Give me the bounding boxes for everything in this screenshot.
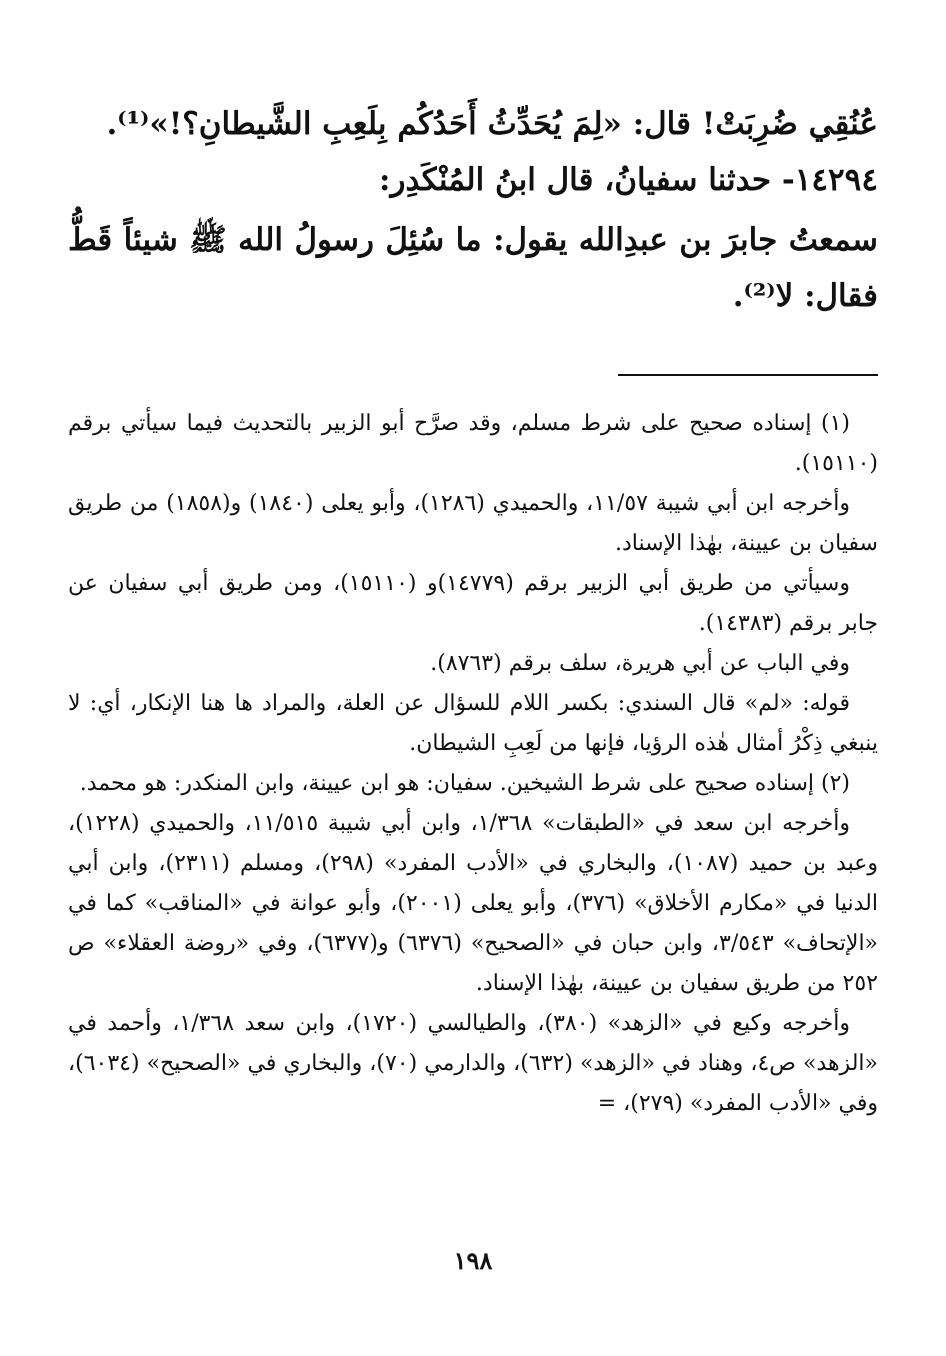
footnote-paragraph: وسيأتي من طريق أبي الزبير برقم (١٤٧٧٩)و (١٥١١٠)، ومن طريق أبي سفيان عن جابر برقم (١٤٣٨٣). bbox=[68, 571, 878, 636]
footnote-paragraph: وأخرجه ابن أبي شيبة ١١/٥٧، والحميدي (١٢٨٦)، وأبو يعلى (١٨٤٠) و(١٨٥٨) من طريق سفيان بن عيينة، بهٰذا الإسناد. bbox=[68, 491, 878, 556]
footnote-paragraph: (٢) إسناده صحيح على شرط الشيخين. سفيان: هو ابن عيينة، وابن المنكدر: هو محمد. bbox=[79, 771, 850, 796]
book-page bbox=[68, 0, 878, 1356]
hadith-number-line: ١٤٢٩٤- حدثنا سفيانُ، قال ابنُ المُنْكَدِر: bbox=[379, 162, 878, 198]
main-text bbox=[68, 96, 878, 324]
footnote-paragraph: وأخرجه ابن سعد في «الطبقات» ١/٣٦٨، وابن أبي شيبة ١١/٥١٥، والحميدي (١٢٢٨)، وعبد بن حميد (١٠٨٧)، والبخاري في «الأدب المفرد» (٢٩٨)، ومسلم (٢٣١١)، وابن أبي الدنيا في «مكارم الأخلاق» (٣٧٦)، وأبو يعلى (٢٠٠١)، وأبو عوانة في «المناقب» كما في «الإتحاف» ٣/٥٤٣، وابن حبان في «الصحيح» (٦٣٧٦) و(٦٣٧٧)، وفي «روضة العقلاء» ص ٢٥٢ من طريق سفيان بن عيينة، بهٰذا الإسناد. bbox=[68, 811, 879, 996]
footnote-paragraph: (١) إسناده صحيح على شرط مسلم، وقد صرَّح أبو الزبير بالتحديث فيما سيأتي برقم (١٥١١٠). bbox=[68, 411, 878, 476]
footnote-paragraph: وفي الباب عن أبي هريرة، سلف برقم (٨٧٦٣). bbox=[430, 651, 850, 676]
footnote-paragraph: وأخرجه وكيع في «الزهد» (٣٨٠)، والطيالسي (١٧٢٠)، وابن سعد ١/٣٦٨، وأحمد في «الزهد» ص٤، وهناد في «الزهد» (٦٣٢)، والدارمي (٧٠)، والبخاري في «الصحيح» (٦٠٣٤)، وفي «الأدب المفرد» (٢٧٩)، = bbox=[68, 1011, 878, 1116]
footnote-paragraph: قوله: «لم» قال السندي: بكسر اللام للسؤال عن العلة، والمراد ها هنا الإنكار، أي: لا ينبغي ذِكْرُ أمثال هٰذه الرؤيا، فإنها من لَعِبِ الشيطان. bbox=[68, 691, 878, 756]
main-text-line: عُنُقِي ضُرِبَتْ! قال: «لِمَ يُحَدِّثُ أَحَدُكُم بِلَعِبِ الشَّيطانِ؟!»⁽¹⁾. bbox=[106, 106, 878, 142]
footnote-divider bbox=[618, 374, 878, 376]
page-number: ١٩٨ bbox=[453, 1246, 493, 1275]
hadith-text: سمعتُ جابرَ بن عبدِالله يقول: ما سُئِلَ رسولُ الله ﷺ شيئاً قَطُّ فقال: لا⁽²⁾. bbox=[68, 222, 878, 314]
footnotes bbox=[68, 404, 878, 1124]
